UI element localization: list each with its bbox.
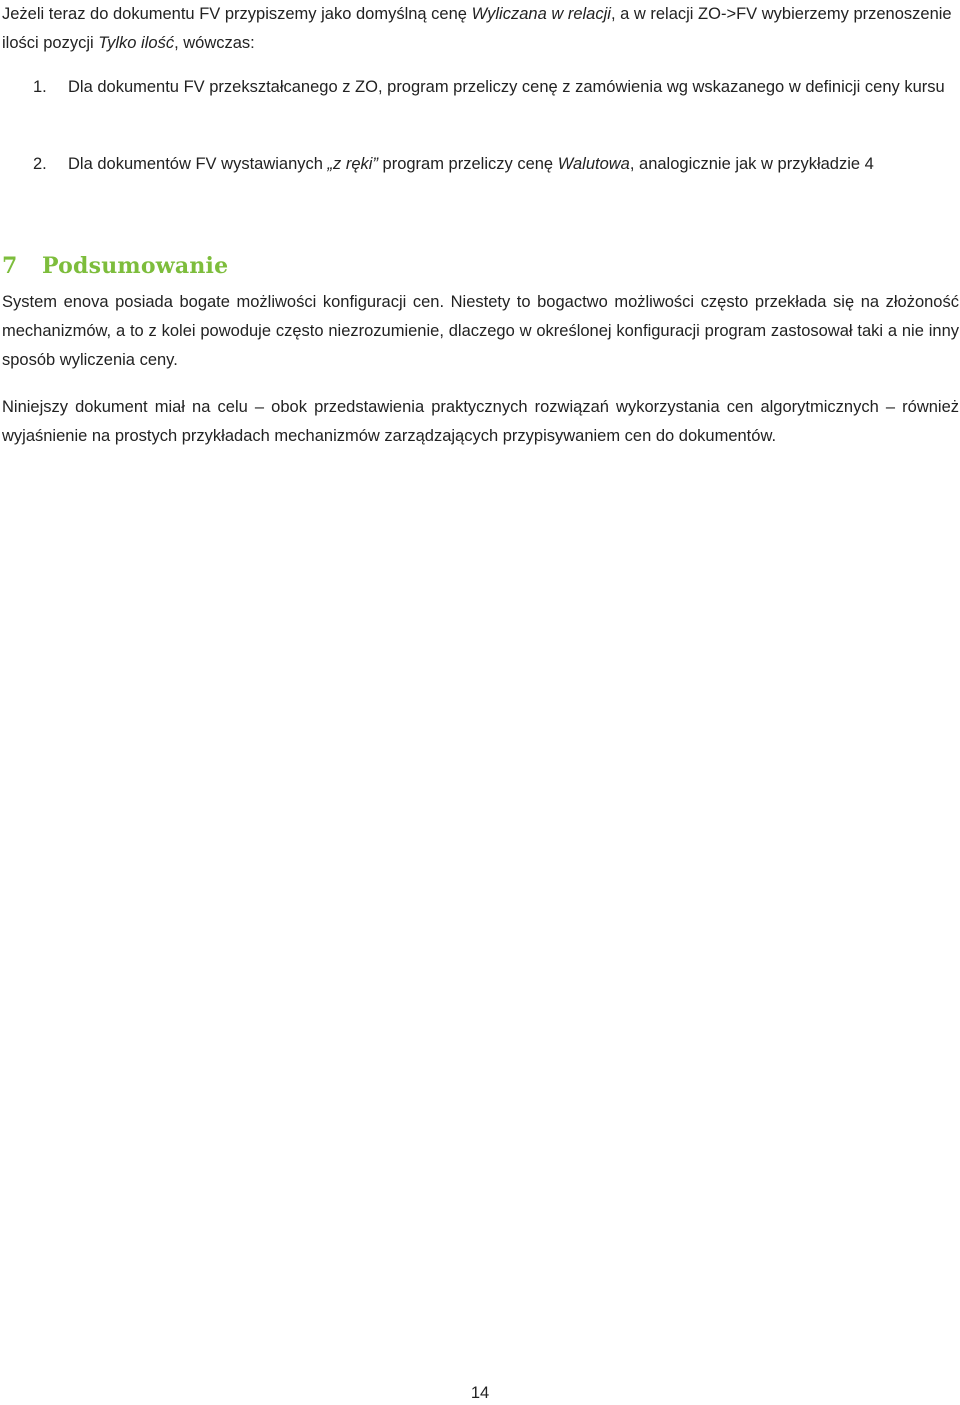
list-item-2-text-3: , analogicznie jak w przykładzie 4 bbox=[629, 155, 874, 173]
list-item-2-italic-1: „z ręki” bbox=[327, 155, 378, 173]
list-item-2-text-2: program przeliczy cenę bbox=[377, 155, 558, 173]
summary-paragraph-2: Niniejszy dokument miał na celu – obok przedstawienia praktycznych rozwiązań wykorzystania cen algorytmicznych – również wyjaśnienie na prostych przykładach mechanizmów zarządzających przypisywaniem cen do dokumentów. bbox=[2, 398, 959, 445]
section-heading bbox=[2, 253, 228, 279]
intro-italic-1: Wyliczana w relacji bbox=[471, 5, 611, 23]
list-item-number: 1. bbox=[33, 78, 47, 96]
intro-text-3: , wówczas: bbox=[174, 34, 255, 52]
summary-paragraph-1: System enova posiada bogate możliwości konfiguracji cen. Niestety to bogactwo możliwości często przekłada się na złożoność mechanizmów, a to z kolei powoduje często niezrozumienie, dlaczego w określonej konfiguracji program zastosował taki a nie inny sposób wyliczenia ceny. bbox=[2, 293, 959, 369]
list-item-2-text-1: Dla dokumentów FV wystawianych bbox=[68, 155, 328, 173]
intro-paragraph bbox=[2, 0, 959, 58]
intro-italic-2: Tylko ilość bbox=[98, 34, 175, 52]
list-item-2 bbox=[33, 150, 959, 179]
list-item-1 bbox=[33, 73, 959, 102]
list-item-text bbox=[68, 150, 959, 179]
intro-text-2: , a w relacji ZO->FV wybierzemy przenoszenie ilości pozycji bbox=[2, 5, 952, 52]
list-item-number: 2. bbox=[33, 155, 47, 173]
list-item-text: Dla dokumentu FV przekształcanego z ZO, program przeliczy cenę z zamówienia wg wskazanego w definicji ceny kursu bbox=[68, 78, 945, 96]
section-title: Podsumowanie bbox=[42, 253, 229, 279]
list-item-2-italic-2: Walutowa bbox=[557, 155, 630, 173]
intro-text-1: Jeżeli teraz do dokumentu FV przypiszemy jako domyślną cenę bbox=[2, 5, 472, 23]
section-number: 7 bbox=[2, 253, 18, 279]
page-number: 14 bbox=[470, 1384, 490, 1402]
